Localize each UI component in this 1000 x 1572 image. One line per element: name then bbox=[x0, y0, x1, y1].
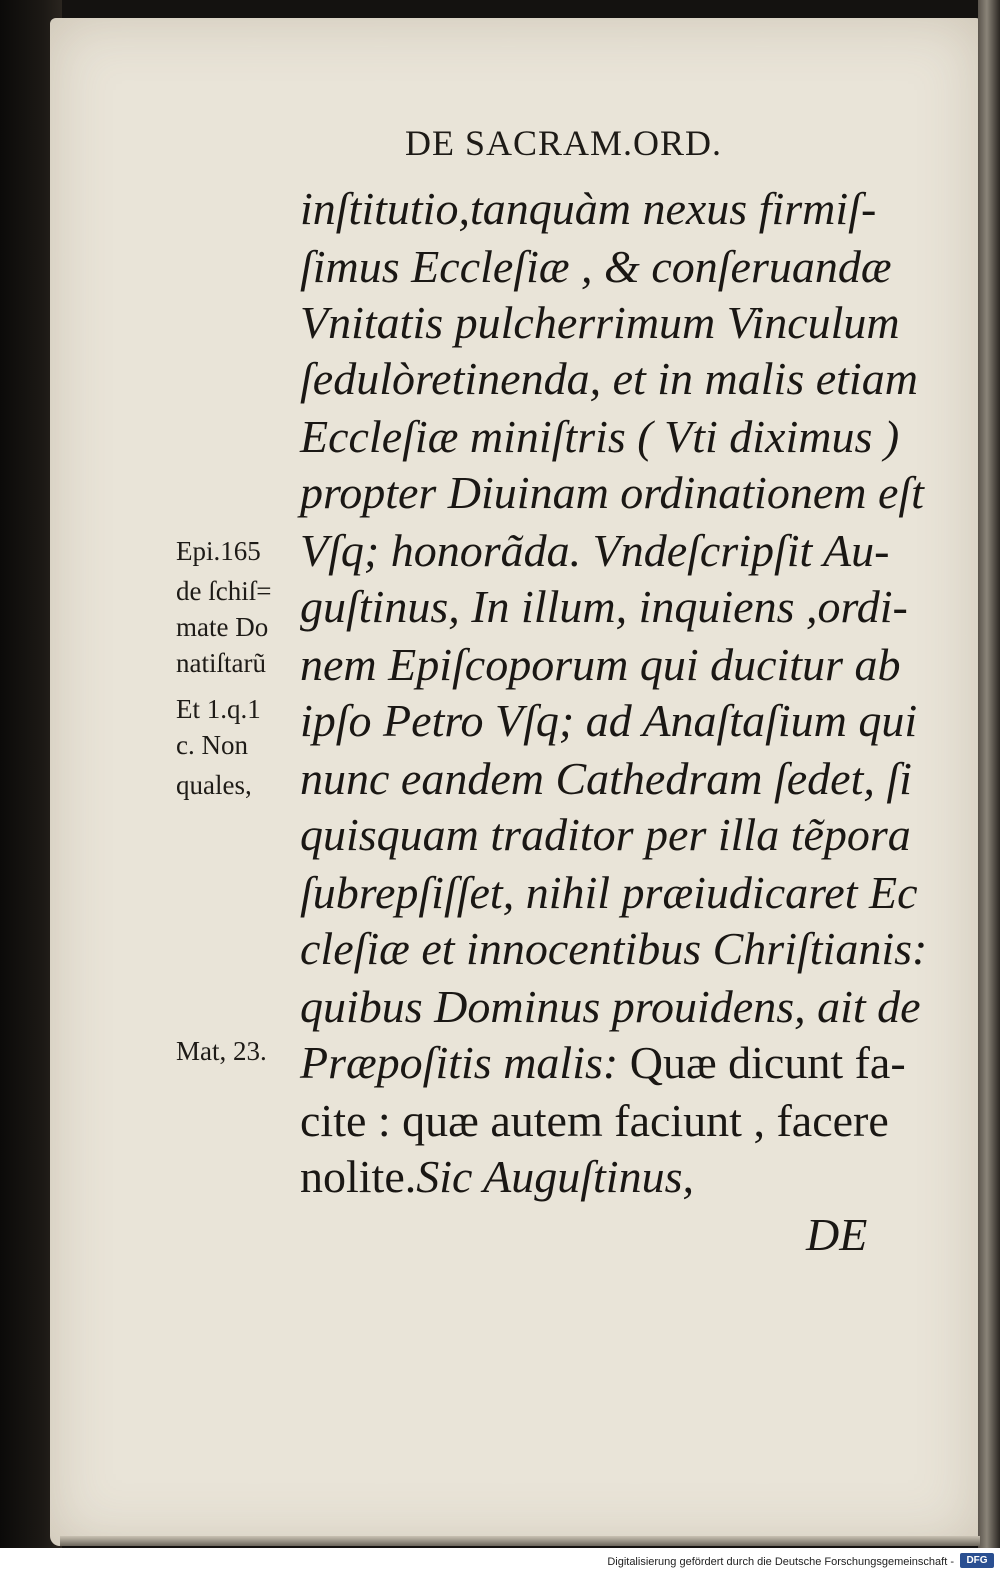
margin-note-5: Et 1.q.1 bbox=[176, 694, 261, 724]
text-line-15: quibus Dominus prouidens, ait de bbox=[300, 981, 921, 1032]
text-line-3: Vnitatis pulcherrimum Vinculum bbox=[300, 297, 900, 348]
text-line-9: nem Epiſcoporum qui ducitur ab bbox=[300, 639, 901, 690]
text-line-1: inſtitutio,tanquàm nexus firmiſ- bbox=[300, 183, 877, 234]
text-line-4: ſedulòretinenda, et in malis etiam bbox=[300, 353, 918, 404]
catchword: DE bbox=[806, 1209, 868, 1260]
margin-note-6: c. Non bbox=[176, 730, 248, 760]
footer-bar bbox=[0, 1548, 1000, 1572]
margin-note-3: mate Do bbox=[176, 612, 269, 642]
margin-note-7: quales, bbox=[176, 770, 252, 800]
roman-span: Quæ dicunt fa- bbox=[629, 1037, 906, 1088]
margin-note-8: Mat, 23. bbox=[176, 1036, 267, 1066]
margin-note-4: natiſtarũ bbox=[176, 648, 266, 678]
margin-note-2: de ſchiſ= bbox=[176, 576, 272, 606]
text-line-17 bbox=[300, 1094, 889, 1147]
text-line-13: ſubrepſiſſet, nihil præiudicaret Ec bbox=[300, 867, 918, 918]
roman-span: nolite. bbox=[300, 1151, 417, 1202]
page-bottom-edge bbox=[60, 1536, 980, 1546]
text-line-16 bbox=[300, 1036, 906, 1089]
italic-span: Præpoſitis malis: bbox=[300, 1037, 630, 1088]
text-line-5: Eccleſiæ miniſtris ( Vti diximus ) bbox=[300, 411, 900, 462]
text-line-7: Vſq; honorãda. Vndeſcripſit Au- bbox=[300, 525, 890, 576]
text-line-10: ipſo Petro Vſq; ad Anaſtaſium qui bbox=[300, 695, 918, 746]
text-line-14: cleſiæ et innocentibus Chriſtianis: bbox=[300, 923, 928, 974]
text-line-12: quisquam traditor per illa tẽpora bbox=[300, 809, 911, 860]
footer-credit: Digitalisierung gefördert durch die Deutsche Forschungsgemeinschaft - bbox=[607, 1556, 954, 1568]
dfg-logo-icon: DFG bbox=[960, 1553, 994, 1568]
italic-span: Sic Auguſtinus, bbox=[416, 1151, 694, 1202]
text-line-18 bbox=[300, 1150, 694, 1203]
page-edge bbox=[978, 0, 1000, 1572]
text-line-6: propter Diuinam ordinationem eſt bbox=[300, 467, 924, 518]
running-header: DE SACRAM.ORD. bbox=[405, 123, 723, 163]
text-line-8: guſtinus, In illum, inquiens ,ordi- bbox=[300, 581, 908, 632]
roman-span: cite : quæ autem faciunt , facere bbox=[300, 1095, 889, 1146]
margin-note-1: Epi.165 bbox=[176, 536, 261, 566]
text-line-2: ſimus Eccleſiæ , & conſeruandæ bbox=[300, 241, 892, 292]
text-line-11: nunc eandem Cathedram ſedet, ſi bbox=[300, 753, 912, 804]
